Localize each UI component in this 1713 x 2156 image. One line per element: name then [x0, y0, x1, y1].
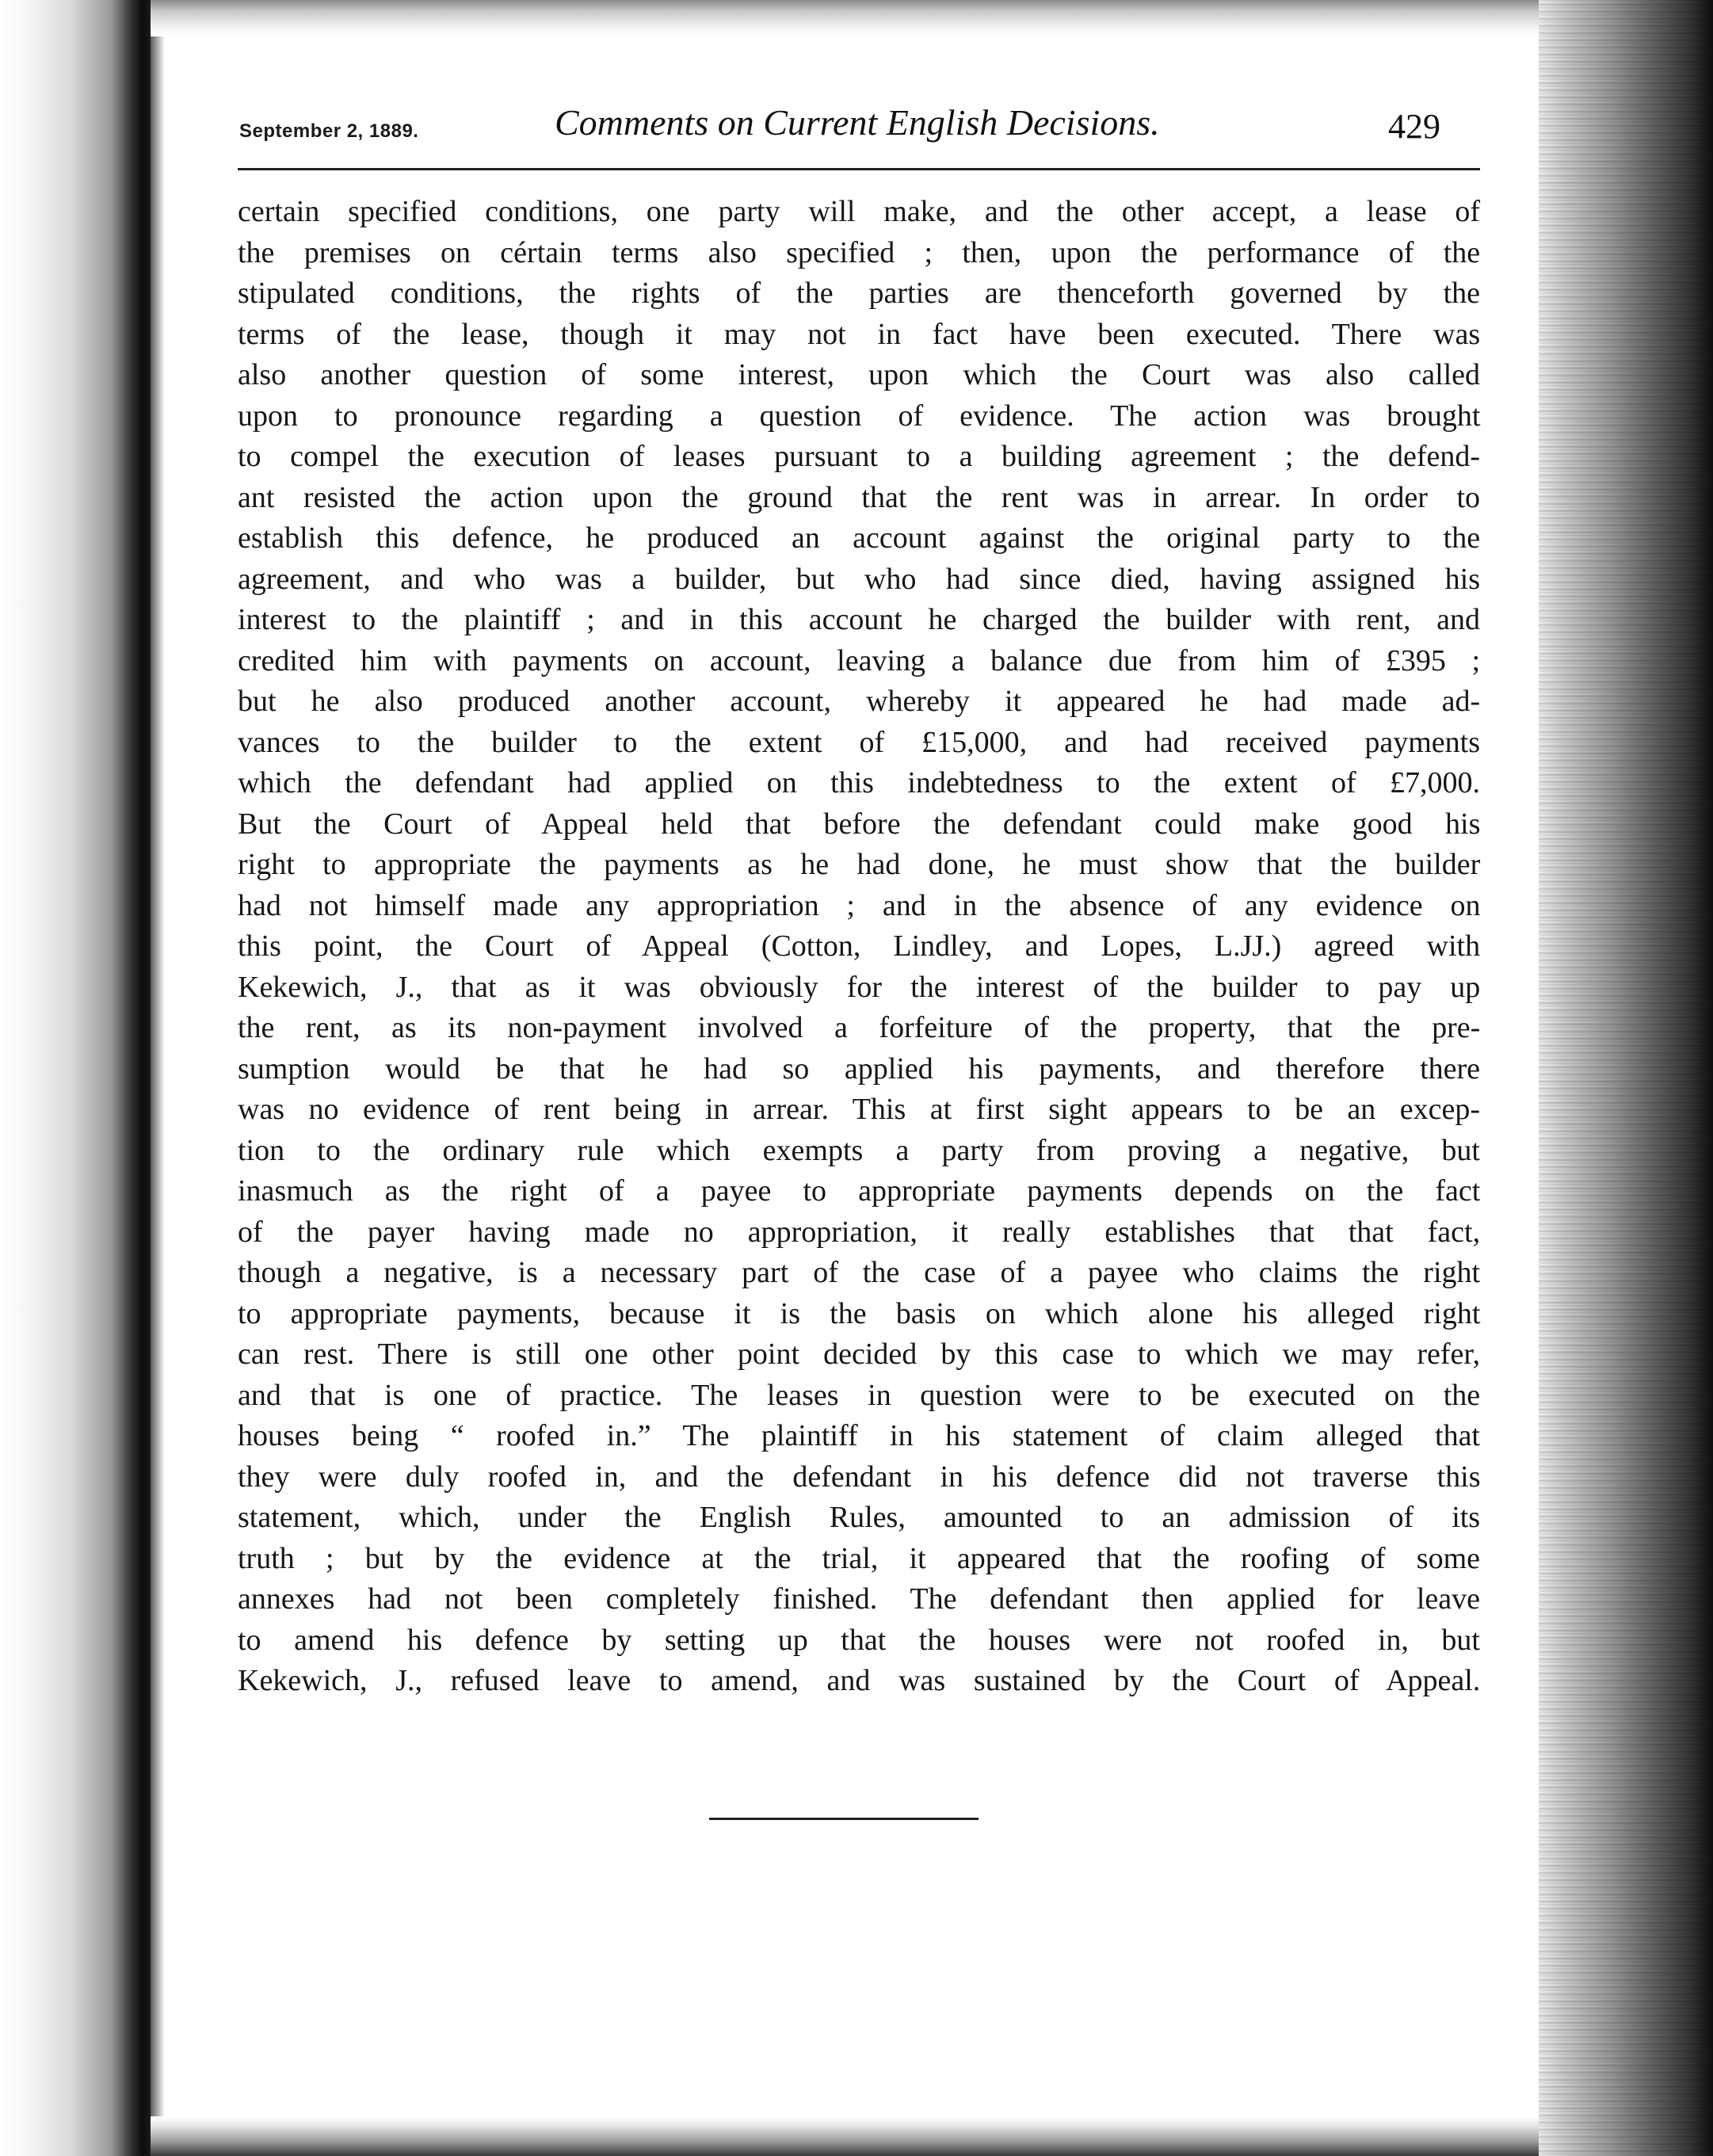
- scan-fore-edge-right: [1539, 0, 1713, 2156]
- body-line: to amend his defence by setting up that the houses were not roofed in, but: [238, 1623, 1480, 1657]
- scan-binding-shadow-left: [0, 0, 151, 2156]
- body-line: Kekewich, J., that as it was obviously for the interest of the builder to pay up: [238, 970, 1481, 1004]
- body-line: right to appropriate the payments as he had done, he must show that the builder: [238, 848, 1481, 881]
- body-line: had not himself made any appropriation ; and in the absence of any evidence on: [238, 888, 1481, 922]
- body-line: terms of the lease, though it may not in fact have been executed. There was: [238, 317, 1481, 351]
- header-rule: [238, 168, 1480, 170]
- journal-page: [182, 95, 1534, 1697]
- body-line: upon to pronounce regarding a question of evidence. The action was brought: [238, 399, 1481, 433]
- body-line: though a negative, is a necessary part of the case of a payee who claims the right: [238, 1256, 1481, 1289]
- issue-date: September 2, 1889.: [239, 120, 419, 142]
- body-line: vances to the builder to the extent of £15,000, and had received payments: [238, 725, 1480, 759]
- body-line: Kekewich, J., refused leave to amend, and was sustained by the Court of Appeal.: [238, 1664, 1481, 1697]
- body-line: But the Court of Appeal held that before the defendant could make good his: [238, 807, 1481, 841]
- body-line: certain specified conditions, one party will make, and the other accept, a lease of: [238, 195, 1481, 228]
- body-line: also another question of some interest, upon which the Court was also called: [238, 358, 1481, 391]
- body-line: this point, the Court of Appeal (Cotton, Lindley, and Lopes, L.JJ.) agreed with: [238, 929, 1481, 963]
- body-line: establish this defence, he produced an account against the original party to the: [238, 521, 1481, 555]
- body-line: interest to the plaintiff ; and in this account he charged the builder with rent, and: [238, 603, 1480, 636]
- body-line: stipulated conditions, the rights of the parties are thenceforth governed by the: [238, 277, 1480, 310]
- body-line: agreement, and who was a builder, but who had since died, having assigned his: [238, 562, 1480, 596]
- running-title: Comments on Current English Decisions.: [555, 102, 1160, 143]
- body-line: annexes had not been completely finished. The defendant then applied for leave: [238, 1582, 1480, 1616]
- body-line: truth ; but by the evidence at the trial, it appeared that the roofing of some: [238, 1541, 1480, 1575]
- scan-edge-bottom: [151, 2116, 1545, 2156]
- page-number: 429: [1388, 107, 1440, 146]
- body-line: was no evidence of rent being in arrear. This at first sight appears to be an excep-: [238, 1093, 1480, 1126]
- body-line: tion to the ordinary rule which exempts a party from proving a negative, but: [238, 1133, 1480, 1167]
- body-line: and that is one of practice. The leases in question were to be executed on the: [238, 1378, 1481, 1412]
- body-line: to appropriate payments, because it is the basis on which alone his alleged right: [238, 1296, 1481, 1330]
- body-line: houses being “ roofed in.” The plaintiff in his statement of claim alleged that: [238, 1419, 1480, 1452]
- body-line: statement, which, under the English Rules, amounted to an admission of its: [238, 1501, 1481, 1534]
- body-line: credited him with payments on account, leaving a balance due from him of £395 ;: [238, 643, 1481, 677]
- body-line: can rest. There is still one other point decided by this case to which we may refer,: [238, 1337, 1480, 1371]
- body-paragraph: [238, 192, 1480, 1702]
- body-line: sumption would be that he had so applied his payments, and therefore there: [238, 1051, 1481, 1086]
- body-line: they were duly roofed in, and the defendant in his defence did not traverse this: [238, 1460, 1481, 1494]
- body-line: ant resisted the action upon the ground that the rent was in arrear. In order to: [238, 480, 1480, 514]
- scan-binding-gutter: [151, 0, 165, 2156]
- body-line: the rent, as its non-payment involved a forfeiture of the property, that the pre-: [238, 1011, 1481, 1044]
- body-line: inasmuch as the right of a payee to appropriate payments depends on the fact: [238, 1174, 1481, 1208]
- body-line: of the payer having made no appropriation, it really establishes that that fact,: [238, 1215, 1481, 1249]
- body-line: to compel the execution of leases pursuant to a building agreement ; the defend-: [238, 440, 1480, 473]
- body-line: the premises on cértain terms also specified ; then, upon the performance of the: [238, 235, 1481, 269]
- section-end-rule: [709, 1818, 979, 1820]
- body-line: which the defendant had applied on this indebtedness to the extent of £7,000.: [238, 766, 1480, 799]
- body-line: but he also produced another account, whereby it appeared he had made ad-: [238, 685, 1481, 718]
- running-head: [182, 95, 1534, 171]
- scan-edge-top: [151, 0, 1545, 36]
